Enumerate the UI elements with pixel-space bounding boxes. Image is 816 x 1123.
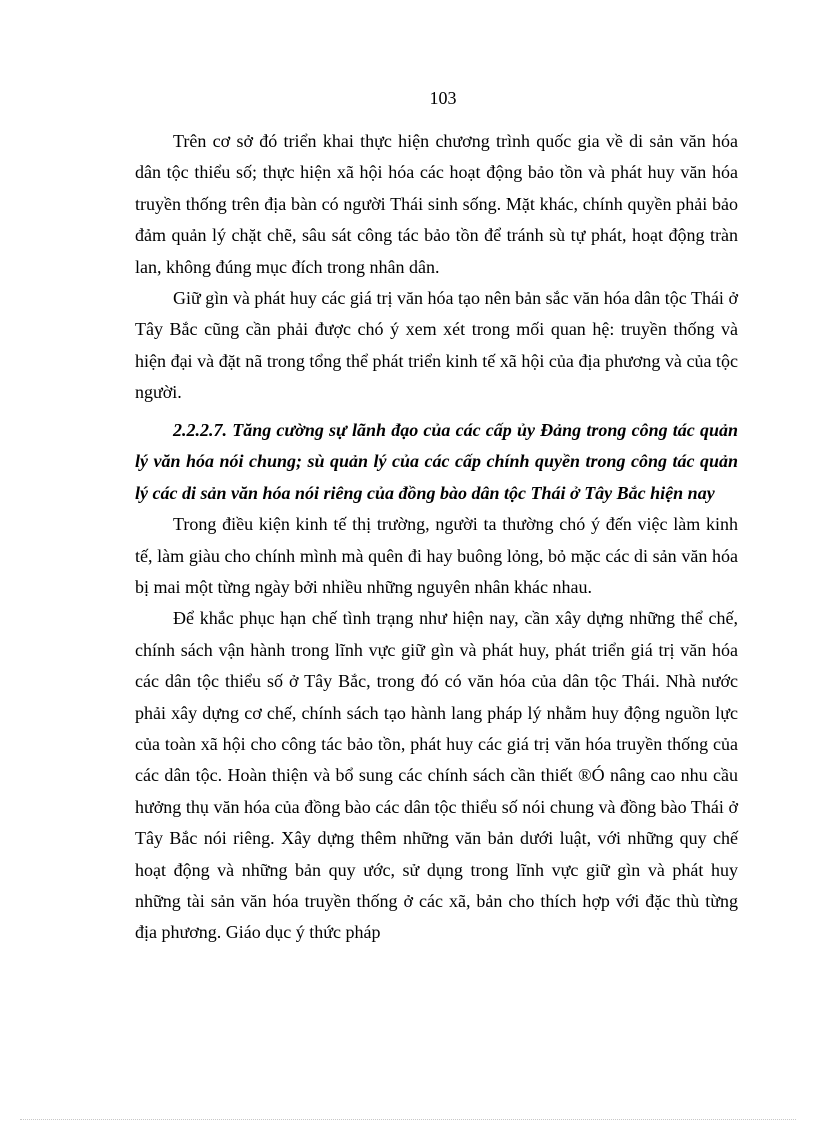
page-number: 103 — [429, 88, 457, 108]
paragraph-1: Trên cơ sở đó triển khai thực hiện chương trình quốc gia về di sản văn hóa dân tộc thiểu số; thực hiện xã hội hóa các hoạt động bảo tồn và phát huy văn hóa truyền thống trên địa bàn có người Thái sinh sống. Mặt khác, chính quyền phải bảo đảm quản lý chặt chẽ, sâu sát công tác bảo tồn để tránh sù tự phát, hoạt động tràn lan, không đúng mục đích trong nhân dân. — [135, 131, 738, 277]
page-bottom-divider — [20, 1119, 796, 1120]
document-body — [135, 126, 738, 949]
paragraph-4: Để khắc phục hạn chế tình trạng như hiện nay, cần xây dựng những thể chế, chính sách vận hành trong lĩnh vực giữ gìn và phát huy, phát triển giá trị văn hóa các dân tộc thiểu số ở Tây Bắc, trong đó có văn hóa của dân tộc Thái. Nhà nước phải xây dựng cơ chế, chính sách tạo hành lang pháp lý nhằm huy động nguồn lực của toàn xã hội cho công tác bảo tồn, phát huy các giá trị văn hóa truyền thống của các dân tộc. Hoàn thiện và bổ sung các chính sách cần thiết ®Ó nâng cao nhu cầu hưởng thụ văn hóa của đồng bào các dân tộc thiểu số nói chung và đồng bào Thái ở Tây Bắc nói riêng. Xây dựng thêm những văn bản dưới luật, với những quy chế hoạt động và những bản quy ước, sử dụng trong lĩnh vực giữ gìn và phát huy những tài sản văn hóa truyền thống ở các xã, bản cho thích hợp với đặc thù từng địa phương. Giáo dục ý thức pháp — [135, 608, 738, 943]
section-heading: 2.2.2.7. Tăng cường sự lãnh đạo của các cấp ủy Đảng trong công tác quản lý văn hóa nói chung; sù quản lý của các cấp chính quyền trong công tác quản lý các di sản văn hóa nói riêng của đồng bào dân tộc Thái ở Tây Bắc hiện nay — [135, 419, 738, 503]
paragraph-2: Giữ gìn và phát huy các giá trị văn hóa tạo nên bản sắc văn hóa dân tộc Thái ở Tây Bắc cũng cần phải được chó ý xem xét trong mối quan hệ: truyền thống và hiện đại và đặt nã trong tổng thể phát triển kinh tế xã hội của địa phương và của tộc người. — [135, 288, 738, 403]
paragraph-3: Trong điều kiện kinh tế thị trường, người ta thường chó ý đến việc làm kinh tế, làm giàu cho chính mình mà quên đi hay buông lỏng, bỏ mặc các di sản văn hóa bị mai một từng ngày bởi nhiều những nguyên nhân khác nhau. — [135, 514, 738, 597]
